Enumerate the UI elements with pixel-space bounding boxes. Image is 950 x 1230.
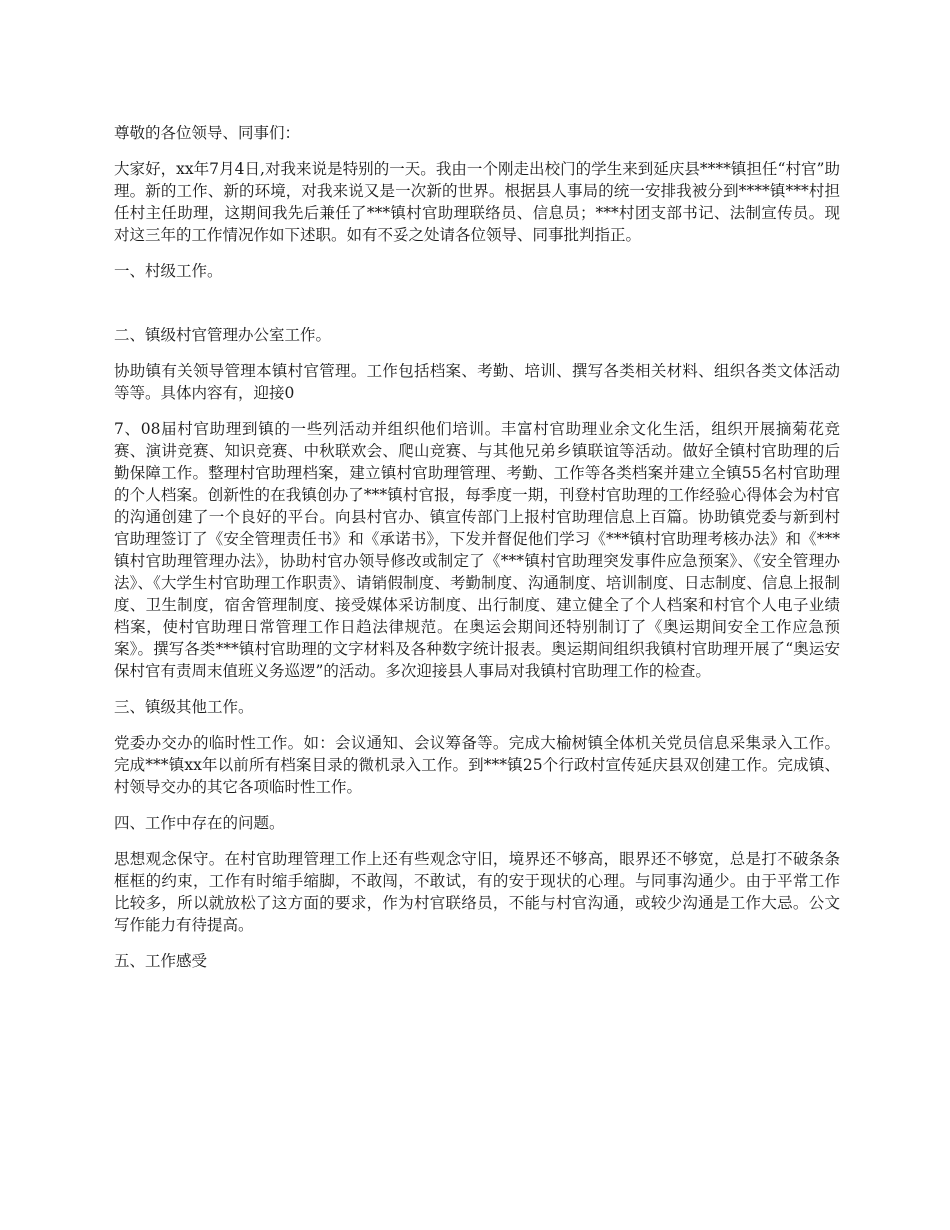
document-body bbox=[114, 122, 840, 986]
section-3-paragraph-1: 党委办交办的临时性工作。如：会议通知、会议筹备等。完成大榆树镇全体机关党员信息采集录入工作。完成***镇xx年以前所有档案目录的微机录入工作。到***镇25个行政村宣传延庆县双创建工作。完成镇、村领导交办的其它各项临时性工作。 bbox=[114, 734, 840, 796]
section-4-paragraph-1: 思想观念保守。在村官助理管理工作上还有些观念守旧，境界还不够高，眼界还不够宽，总是打不破条条框框的约束，工作有时缩手缩脚，不敢闯，不敢试，有的安于现状的心理。与同事沟通少。由于平常工作比较多，所以就放松了这方面的要求，作为村官联络员，不能与村官沟通，或较少沟通是工作大忌。公文写作能力有待提高。 bbox=[114, 850, 840, 934]
salutation: 尊敬的各位领导、同事们： bbox=[114, 124, 301, 142]
section-2-paragraph-2: 7、08届村官助理到镇的一些列活动并组织他们培训。丰富村官助理业余文化生活，组织开展摘菊花竞赛、演讲竞赛、知识竞赛、中秋联欢会、爬山竞赛、与其他兄弟乡镇联谊等活动。做好全镇村官助理的后勤保障工作。整理村官助理档案，建立镇村官助理管理、考勤、工作等各类档案并建立全镇55名村官助理的个人档案。创新性的在我镇创办了***镇村官报，每季度一期，刊登村官助理的工作经验心得体会为村官的沟通创建了一个良好的平台。向县村官办、镇宣传部门上报村官助理信息上百篇。协助镇党委与新到村官助理签订了《安全管理责任书》和《承诺书》，下发并督促他们学习《***镇村官助理考核办法》和《***镇村官助理管理办法》，协助村官办领导修改或制定了《***镇村官助理突发事件应急预案》、《安全管理办法》、《大学生村官助理工作职责》、请销假制度、考勤制度、沟通制度、培训制度、日志制度、信息上报制度、卫生制度，宿舍管理制度、接受媒体采访制度、出行制度、建立健全了个人档案和村官个人电子业绩档案，使村官助理日常管理工作日趋法律规范。在奥运会期间还特别制订了《奥运期间安全工作应急预案》。撰写各类***镇村官助理的文字材料及各种数字统计报表。奥运期间组织我镇村官助理开展了“奥运安保村官有责周末值班义务巡逻”的活动。多次迎接县人事局对我镇村官助理工作的检查。 bbox=[114, 420, 840, 680]
intro-paragraph: 大家好，xx年7月4日,对我来说是特别的一天。我由一个刚走出校门的学生来到延庆县****镇担任“村官”助理。新的工作、新的环境，对我来说又是一次新的世界。根据县人事局的统一安排我被分到****镇***村担任村主任助理，这期间我先后兼任了***镇村官助理联络员、信息员；***村团支部书记、法制宣传员。现对这三年的工作情况作如下述职。如有不妥之处请各位领导、同事批判指正。 bbox=[114, 160, 840, 244]
section-2-paragraph-1: 协助镇有关领导管理本镇村官管理。工作包括档案、考勤、培训、撰写各类相关材料、组织各类文体活动等等。具体内容有，迎接0 bbox=[114, 362, 840, 402]
section-1-heading: 一、村级工作。 bbox=[114, 262, 223, 280]
section-4-heading: 四、工作中存在的问题。 bbox=[114, 814, 285, 832]
section-5-heading: 五、工作感受 bbox=[114, 952, 208, 970]
section-2-heading: 二、镇级村官管理办公室工作。 bbox=[114, 326, 332, 344]
section-3-heading: 三、镇级其他工作。 bbox=[114, 698, 254, 716]
